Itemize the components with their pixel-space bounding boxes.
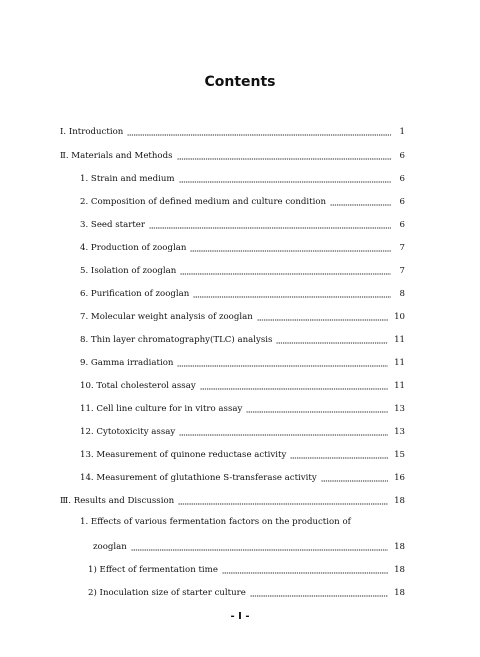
dot-leader <box>131 543 388 551</box>
toc-entry-label: 1. Strain and medium <box>80 174 175 184</box>
toc-entry-label: Ⅰ. Introduction <box>60 127 124 137</box>
toc-entry-page: 13 <box>394 427 405 437</box>
toc-entry-label: 5. Isolation of zooglan <box>80 266 177 276</box>
toc-entry-page: 18 <box>394 565 405 575</box>
dot-leader <box>180 267 391 275</box>
page-number-footer: - Ⅰ - <box>230 611 250 622</box>
toc-entry-label: 9. Gamma irradiation <box>80 358 174 368</box>
toc-entry-label: 11. Cell line culture for in vitro assay <box>80 404 243 414</box>
toc-entry-page: 6 <box>399 197 405 207</box>
toc-entry-label: 1) Effect of fermentation time <box>88 565 218 575</box>
dot-leader <box>257 313 388 321</box>
dot-leader <box>276 336 388 344</box>
toc-entry-page: 18 <box>394 542 405 552</box>
toc-entry-page: 16 <box>394 473 405 483</box>
toc-entry-glutathione[interactable] <box>80 470 405 484</box>
toc-entry-label: 13. Measurement of quinone reductase activity <box>80 450 287 460</box>
dot-leader <box>179 428 388 436</box>
dot-leader <box>179 175 391 183</box>
dot-leader <box>290 451 388 459</box>
dot-leader <box>246 405 388 413</box>
toc-entry-page: 15 <box>394 450 405 460</box>
toc-entry-page: 18 <box>394 496 405 506</box>
toc-entry-cytotoxicity[interactable] <box>80 424 405 438</box>
toc-entry-isolation[interactable] <box>80 263 405 277</box>
page-title: Contents <box>204 74 276 90</box>
toc-entry-page: 7 <box>399 266 405 276</box>
toc-entry-label: 8. Thin layer chromatography(TLC) analysis <box>80 335 273 345</box>
dot-leader <box>178 497 388 505</box>
dot-leader <box>200 382 388 390</box>
toc-entry-production[interactable] <box>80 240 405 254</box>
toc-entry-page: 13 <box>394 404 405 414</box>
toc-entry-gamma[interactable] <box>80 355 405 369</box>
toc-entry-cholesterol[interactable] <box>80 378 405 392</box>
toc-entry-page: 7 <box>399 243 405 253</box>
toc-entry-inoculation-size[interactable] <box>88 585 405 599</box>
toc-entry-page: 6 <box>399 151 405 161</box>
dot-leader <box>149 221 391 229</box>
dot-leader <box>222 566 388 574</box>
dot-leader <box>190 244 391 252</box>
dot-leader <box>330 198 391 206</box>
dot-leader <box>321 474 388 482</box>
dot-leader <box>177 152 392 160</box>
toc-entry-page: 6 <box>399 174 405 184</box>
toc-entry-label: 6. Purification of zooglan <box>80 289 190 299</box>
toc-entry-page: 10 <box>394 312 405 322</box>
toc-entry-label: 7. Molecular weight analysis of zooglan <box>80 312 253 322</box>
toc-entry-page: 11 <box>394 358 405 368</box>
toc-entry-fermentation-time[interactable] <box>88 562 405 576</box>
toc-entry-page: 8 <box>399 289 405 299</box>
toc-entry-introduction[interactable] <box>60 124 405 138</box>
toc-entry-defined-medium[interactable] <box>80 194 405 208</box>
toc-entry-label: 14. Measurement of glutathione S-transferase activity <box>80 473 317 483</box>
toc-entry-page: 18 <box>394 588 405 598</box>
toc-entry-label: 2) Inoculation size of starter culture <box>88 588 246 598</box>
toc-entry-page: 6 <box>399 220 405 230</box>
toc-entry-purification[interactable] <box>80 286 405 300</box>
dot-leader <box>193 290 391 298</box>
toc-entry-label: 4. Production of zooglan <box>80 243 187 253</box>
toc-entry-label: Ⅱ. Materials and Methods <box>60 151 173 161</box>
toc-entry-label: 12. Cytotoxicity assay <box>80 427 176 437</box>
toc-entry-fermentation-factors[interactable]: 1. Effects of various fermentation factors on the production of <box>80 517 351 527</box>
toc-entry-molecular-weight[interactable] <box>80 309 405 323</box>
dot-leader <box>250 589 388 597</box>
toc-entry-label: 2. Composition of defined medium and culture condition <box>80 197 327 207</box>
toc-entry-label: 3. Seed starter <box>80 220 145 230</box>
toc-entry-page: 11 <box>394 335 405 345</box>
toc-entry-tlc[interactable] <box>80 332 405 346</box>
dot-leader <box>177 359 388 367</box>
toc-entry-cell-line[interactable] <box>80 401 405 415</box>
toc-entry-label: zooglan <box>93 542 127 552</box>
dot-leader <box>127 128 391 136</box>
toc-entry-zooglan-continued[interactable] <box>93 539 405 553</box>
toc-entry-page: 11 <box>394 381 405 391</box>
toc-entry-label: Ⅲ. Results and Discussion <box>60 496 175 506</box>
toc-entry-materials-methods[interactable] <box>60 148 405 162</box>
toc-entry-label: 10. Total cholesterol assay <box>80 381 196 391</box>
toc-entry-seed-starter[interactable] <box>80 217 405 231</box>
toc-entry-quinone[interactable] <box>80 447 405 461</box>
toc-entry-strain-medium[interactable] <box>80 171 405 185</box>
toc-entry-results[interactable] <box>60 493 405 507</box>
toc-entry-page: 1 <box>399 127 405 137</box>
